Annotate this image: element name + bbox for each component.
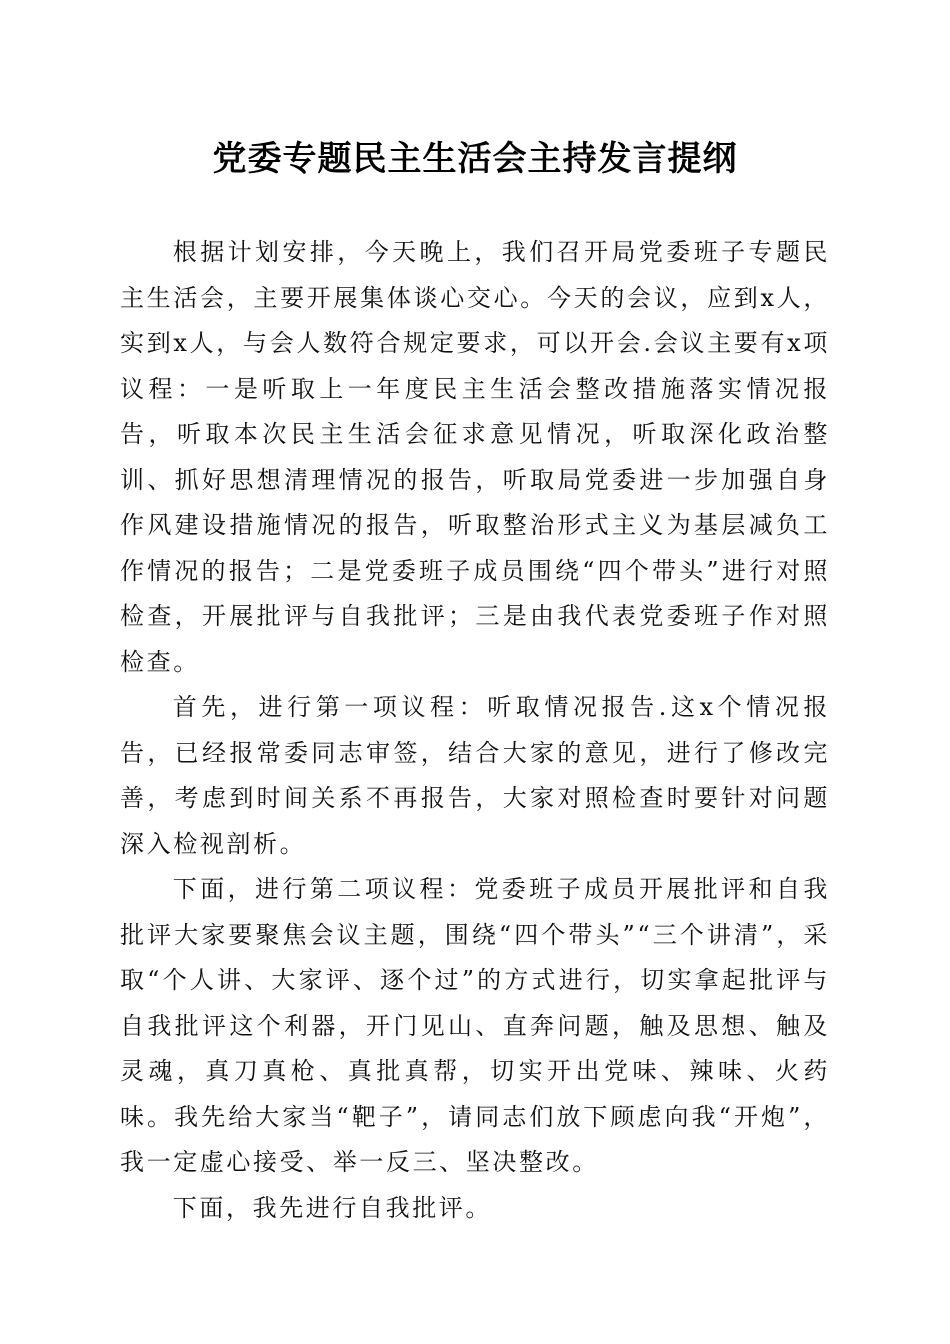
paragraph-agenda: 根据计划安排，今天晚上，我们召开局党委班子专题民主生活会，主要开展集体谈心交心。今天的会议，应到x人，实到x人，与会人数符合规定要求，可以开会.会议主要有x项议程：一是听取上一年度民主生活会整改措施落实情况报告，听取本次民主生活会征求意见情况，听取深化政治整训、抓好思想清理情况的报告，听取局党委进一步加强自身作风建设措施情况的报告，听取整治形式主义为基层减负工作情况的报告；二是党委班子成员围绕“四个带头”进行对照检查，开展批评与自我批评；三是由我代表党委班子作对照检查。: [120, 238, 830, 676]
paragraph-first-item: 首先，进行第一项议程：听取情况报告.这x个情况报告，已经报常委同志审签，结合大家的意见，进行了修改完善，考虑到时间关系不再报告，大家对照检查时要针对问题深入检视剖析。: [120, 693, 830, 858]
document-body: [120, 230, 830, 1231]
paragraph-self-criticism: 下面，我先进行自我批评。: [172, 1193, 492, 1222]
document-title: 党委专题民主生活会主持发言提纲: [212, 139, 738, 179]
paragraph-second-item: 下面，进行第二项议程：党委班子成员开展批评和自我批评大家要聚焦会议主题，围绕“四个带头”“三个讲清”，采取“个人讲、大家评、逐个过”的方式进行，切实拿起批评与自我批评这个利器，开门见山、直奔问题，触及思想、触及灵魂，真刀真枪、真批真帮，切实开出党味、辣味、火药味。我先给大家当“靶子”，请同志们放下顾虑向我“开炮”，我一定虚心接受、举一反三、坚决整改。: [120, 875, 830, 1176]
